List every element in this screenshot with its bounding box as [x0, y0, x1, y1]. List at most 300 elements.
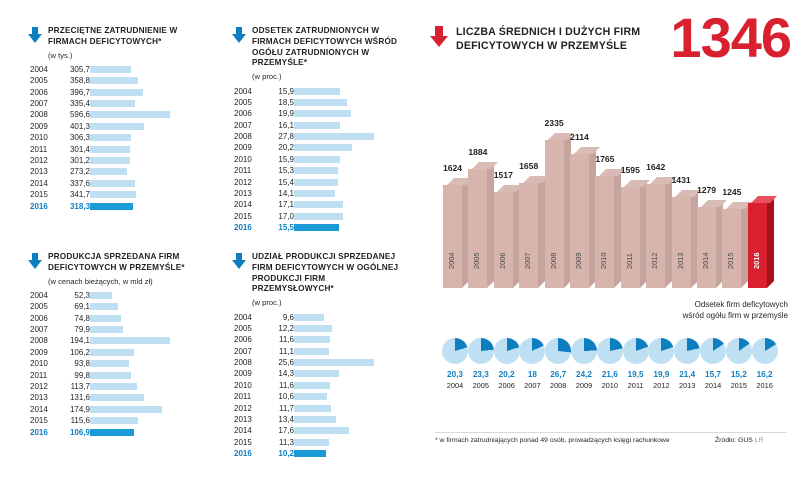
table-row [234, 119, 380, 130]
row-value: 174,9 [69, 404, 90, 414]
table-row [234, 414, 380, 425]
row-value: 17,1 [278, 200, 294, 210]
table-row [30, 132, 176, 143]
row-value: 19,9 [278, 109, 294, 119]
bar-value-label: 1279 [696, 185, 717, 195]
bar-year-label: 2014 [701, 252, 710, 269]
row-year: 2004 [30, 290, 48, 300]
row-value: 131,6 [69, 393, 90, 403]
row-value: 301,2 [69, 155, 90, 165]
row-value: 113,7 [70, 381, 90, 391]
pie-year-label: 2012 [653, 381, 670, 390]
row-value: 11,6 [279, 335, 294, 345]
table-row [234, 357, 380, 368]
bar-year-label: 2011 [624, 253, 634, 269]
bar-year-label: 2004 [447, 252, 456, 269]
table-row [30, 392, 176, 403]
table-row [234, 402, 380, 413]
table-row [234, 154, 380, 165]
row-bar [90, 132, 176, 143]
row-year: 2006 [234, 335, 252, 345]
panel-title: PRZECIĘTNE ZATRUDNIENIE W FIRMACH DEFICYTOWYCH* [48, 26, 178, 46]
table-row [234, 345, 380, 356]
row-bar [294, 222, 380, 233]
pie-value-label: 26,7 [550, 370, 567, 379]
row-bar [90, 290, 176, 301]
row-bar [90, 155, 176, 166]
row-bar [294, 176, 380, 187]
row-year: 2016 [234, 449, 252, 459]
row-year: 2008 [234, 132, 252, 142]
bar-year-label: 2008 [548, 252, 558, 269]
table-row [234, 425, 380, 436]
row-bar [90, 312, 176, 323]
row-value: 115,6 [70, 416, 90, 426]
row-bar [294, 345, 380, 356]
table-row [30, 75, 176, 86]
panel-header [28, 252, 203, 274]
pie-year-label: 2006 [498, 381, 515, 390]
row-bar [90, 404, 176, 415]
table-row [234, 448, 380, 459]
table-row [234, 131, 380, 142]
bar-value-label: 2335 [544, 118, 564, 128]
row-value: 15,5 [278, 223, 294, 233]
table-row [234, 97, 380, 108]
table-row [234, 211, 380, 222]
row-bar [90, 166, 176, 177]
pie-2011 [623, 338, 649, 364]
row-value: 396,7 [69, 87, 90, 97]
table-row [30, 404, 176, 415]
bar-2010 [595, 176, 614, 288]
bar-year-label: 2013 [675, 252, 685, 269]
row-bar [90, 178, 176, 189]
row-year: 2015 [30, 416, 48, 426]
pie-2013 [674, 338, 700, 364]
row-year: 2007 [234, 346, 252, 356]
pie-year-label: 2011 [627, 381, 644, 390]
table-row [30, 381, 176, 392]
table-row [234, 165, 380, 176]
bar-value-label: 1595 [620, 165, 640, 175]
bar-year-label: 2015 [726, 252, 736, 269]
table-row [234, 368, 380, 379]
row-bar [294, 131, 380, 142]
row-bar [294, 199, 380, 210]
row-value: 11,6 [279, 380, 294, 390]
bar-value-label: 1624 [442, 163, 463, 173]
panel-share-employed [232, 26, 407, 233]
panel-title: PRODUKCJA SPRZEDANA FIRM DEFICYTOWYCH W PRZEMYŚLE* [48, 252, 185, 272]
bar-2014 [697, 207, 716, 288]
bar-2011 [621, 187, 640, 288]
row-year: 2013 [234, 189, 252, 199]
table-row [234, 199, 380, 210]
data-table-avg-employment [30, 64, 176, 212]
row-value: 318,3 [69, 201, 90, 211]
pie-value-label: 18 [527, 370, 537, 379]
table-row [234, 85, 380, 96]
row-year: 2010 [30, 133, 48, 143]
row-year: 2005 [30, 76, 48, 86]
row-value: 27,8 [278, 132, 294, 142]
row-bar [90, 324, 176, 335]
main-chart-title: LICZBA ŚREDNICH I DUŻYCH FIRM DEFICYTOWYCH W PRZEMYŚLE [456, 26, 641, 52]
pie-value-label: 15,2 [730, 370, 747, 379]
row-year: 2012 [234, 403, 252, 413]
row-bar [90, 98, 176, 109]
table-row [234, 437, 380, 448]
table-row [30, 98, 176, 109]
pie-value-label: 21,6 [601, 370, 618, 379]
row-year: 2004 [234, 312, 252, 322]
down-arrow-red-icon [430, 26, 448, 48]
pie-2006 [494, 338, 520, 364]
table-row [30, 324, 176, 335]
row-year: 2016 [234, 223, 252, 233]
table-row [30, 290, 176, 301]
row-year: 2004 [234, 86, 252, 96]
row-year: 2013 [30, 167, 48, 177]
table-row [30, 64, 176, 75]
pie-year-label: 2004 [446, 381, 464, 390]
pie-value-label: 19,9 [653, 370, 670, 379]
row-bar [294, 211, 380, 222]
row-year: 2005 [234, 97, 252, 107]
pie-value-label: 19,5 [627, 370, 644, 379]
bar-value-label: 1245 [722, 187, 742, 197]
row-value: 14,1 [278, 189, 294, 199]
bar-value-label: 1642 [646, 162, 666, 172]
row-value: 305,7 [69, 64, 90, 74]
panel-title: ODSETEK ZATRUDNIONYCH W FIRMACH DEFICYTOWYCH WŚRÓD OGÓŁU ZATRUDNIONYCH W PRZEMYŚLE* [252, 26, 398, 68]
bar-2013 [672, 197, 691, 288]
row-value: 15,9 [278, 154, 294, 164]
row-bar [294, 368, 380, 379]
row-value: 14,3 [278, 369, 294, 379]
row-year: 2013 [30, 393, 48, 403]
row-value: 11,7 [279, 403, 294, 413]
row-year: 2010 [30, 359, 48, 369]
bar-2015 [722, 209, 741, 288]
data-table-share-production [234, 311, 380, 459]
row-value: 16,1 [278, 120, 294, 130]
table-row [234, 323, 380, 334]
row-value: 74,8 [74, 313, 90, 323]
table-row [234, 391, 380, 402]
table-row [234, 176, 380, 187]
row-year: 2005 [234, 323, 252, 333]
panel-share-production [232, 252, 407, 459]
row-value: 335,4 [69, 99, 90, 109]
row-value: 10,6 [278, 392, 294, 402]
pie-2005 [468, 338, 494, 364]
pie-year-label: 2016 [756, 381, 773, 390]
row-value: 15,9 [278, 86, 294, 96]
row-bar [294, 165, 380, 176]
bar-year-label: 2012 [650, 252, 660, 269]
pie-2007 [519, 338, 545, 364]
row-year: 2006 [30, 313, 48, 323]
pie-year-label: 2015 [730, 381, 748, 390]
row-bar [90, 358, 176, 369]
table-row [30, 166, 176, 177]
table-row [30, 155, 176, 166]
panel-subtitle: (w proc.) [252, 72, 282, 82]
row-bar [90, 86, 176, 97]
row-year: 2007 [30, 325, 48, 335]
pie-row-share-firms [440, 338, 785, 398]
row-year: 2005 [30, 302, 48, 312]
row-value: 52,3 [74, 290, 90, 300]
pie-2009 [571, 338, 597, 364]
row-bar [90, 426, 176, 437]
bar-year-label: 2016 [751, 252, 761, 269]
bar-value-label: 1765 [595, 154, 615, 164]
bar-2005 [468, 169, 487, 288]
pie-2015 [726, 338, 752, 364]
row-year: 2009 [30, 347, 48, 357]
table-row [30, 426, 176, 437]
table-row [30, 415, 176, 426]
row-year: 2013 [234, 415, 252, 425]
row-year: 2012 [234, 177, 252, 187]
row-year: 2009 [30, 121, 48, 131]
row-bar [294, 311, 380, 322]
row-value: 79,9 [74, 325, 90, 335]
bar-year-label: 2005 [472, 252, 482, 269]
pie-row-note: Odsetek firm deficytowych wśród ogółu firm w przemyśle [682, 300, 788, 320]
row-bar [294, 391, 380, 402]
row-value: 25,6 [278, 358, 294, 368]
row-year: 2014 [30, 178, 48, 188]
panel-subtitle: (w tys.) [48, 50, 73, 60]
row-bar [90, 381, 176, 392]
table-row [30, 312, 176, 323]
bar-value-label: 2114 [570, 132, 589, 142]
pie-value-label: 15,7 [705, 370, 721, 379]
panel-avg-employment [28, 26, 203, 212]
pie-year-label: 2014 [704, 381, 722, 390]
pie-2016 [752, 338, 778, 364]
panel-subtitle: (w cenach bieżących, w mld zł) [48, 276, 153, 286]
pie-year-label: 2010 [601, 381, 619, 390]
row-bar [90, 335, 176, 346]
row-year: 2010 [234, 154, 252, 164]
table-row [234, 311, 380, 322]
row-year: 2014 [234, 200, 252, 210]
table-row [234, 108, 380, 119]
pie-value-label: 20,2 [498, 370, 515, 379]
row-bar [90, 121, 176, 132]
row-bar [90, 392, 176, 403]
row-value: 69,1 [74, 302, 90, 312]
row-bar [90, 200, 176, 211]
pie-year-label: 2007 [524, 381, 541, 390]
row-value: 337,6 [69, 178, 90, 188]
row-value: 17,0 [278, 211, 294, 221]
row-value: 596,6 [69, 110, 90, 120]
table-row [30, 369, 176, 380]
bar-year-label: 2010 [599, 252, 609, 269]
row-value: 194,1 [69, 336, 90, 346]
bar-value-label: 1884 [468, 147, 488, 157]
data-table-share-employed [234, 85, 380, 233]
row-bar [90, 143, 176, 154]
row-year: 2008 [234, 358, 252, 368]
row-bar [90, 369, 176, 380]
pie-2014 [700, 338, 726, 364]
row-value: 306,3 [69, 133, 90, 143]
bar-2004 [443, 185, 462, 288]
row-value: 301,4 [69, 144, 90, 154]
source-note: Źródło: GUS ŁR [715, 437, 764, 444]
row-bar [90, 415, 176, 426]
row-bar [294, 108, 380, 119]
table-row [30, 109, 176, 120]
row-bar [90, 347, 176, 358]
table-row [30, 189, 176, 200]
data-table-production-sold [30, 290, 176, 438]
row-value: 15,3 [278, 166, 294, 176]
row-value: 13,4 [278, 415, 294, 425]
table-row [234, 142, 380, 153]
row-bar [294, 85, 380, 96]
table-row [234, 222, 380, 233]
row-bar [294, 97, 380, 108]
row-bar [90, 75, 176, 86]
footer-divider [435, 432, 787, 433]
row-bar [294, 357, 380, 368]
row-year: 2015 [30, 190, 48, 200]
panel-subtitle: (w proc.) [252, 298, 282, 308]
row-year: 2008 [30, 336, 48, 346]
table-row [30, 358, 176, 369]
row-year: 2012 [30, 155, 48, 165]
table-row [234, 188, 380, 199]
table-row [234, 334, 380, 345]
row-value: 93,8 [74, 359, 90, 369]
pie-2004 [442, 338, 468, 364]
row-value: 341,7 [69, 190, 90, 200]
row-bar [90, 109, 176, 120]
pie-year-label: 2009 [575, 381, 593, 390]
bar-year-label: 2007 [523, 252, 533, 269]
row-value: 18,5 [278, 97, 294, 107]
row-year: 2007 [234, 120, 252, 130]
pie-value-label: 23,3 [472, 370, 489, 379]
row-bar [294, 154, 380, 165]
row-bar [294, 402, 380, 413]
table-row [30, 301, 176, 312]
row-bar [294, 142, 380, 153]
bar-year-label: 2009 [574, 252, 583, 269]
row-year: 2010 [234, 380, 252, 390]
row-bar [294, 323, 380, 334]
row-year: 2011 [30, 144, 48, 154]
row-year: 2008 [30, 110, 48, 120]
row-year: 2014 [30, 404, 48, 414]
row-year: 2006 [30, 87, 48, 97]
footnote: * w firmach zatrudniających ponad 49 osób, prowadzących księgi rachunkowe [435, 437, 670, 444]
row-value: 401,3 [69, 121, 90, 131]
row-year: 2009 [234, 143, 252, 153]
table-row [30, 121, 176, 132]
row-bar [294, 437, 380, 448]
row-year: 2015 [234, 437, 252, 447]
pie-year-label: 2008 [549, 381, 567, 390]
row-value: 106,9 [69, 427, 90, 437]
row-bar [294, 119, 380, 130]
row-year: 2016 [30, 427, 48, 437]
row-year: 2015 [234, 211, 252, 221]
row-year: 2016 [30, 201, 48, 211]
row-bar [294, 414, 380, 425]
pie-2008 [545, 338, 571, 364]
bar-2007 [519, 183, 538, 288]
table-row [30, 347, 176, 358]
bar-2012 [646, 184, 665, 288]
bar-highlight-2016 [748, 203, 767, 288]
panel-production-sold [28, 252, 203, 438]
pie-2012 [648, 338, 674, 364]
row-bar [294, 380, 380, 391]
pie-value-label: 24,2 [576, 370, 592, 379]
row-value: 106,2 [69, 347, 90, 357]
row-value: 20,2 [278, 143, 294, 153]
bar-chart-firms [435, 88, 790, 300]
row-year: 2009 [234, 369, 252, 379]
row-bar [90, 64, 176, 75]
pie-2010 [597, 338, 623, 364]
pie-value-label: 16,2 [756, 370, 773, 379]
row-bar [294, 188, 380, 199]
row-year: 2014 [234, 426, 252, 436]
row-bar [294, 425, 380, 436]
table-row [30, 178, 176, 189]
bar-value-label: 1517 [493, 170, 513, 180]
table-row [30, 86, 176, 97]
pie-year-label: 2013 [678, 381, 696, 390]
bar-2006 [494, 192, 513, 288]
row-year: 2006 [234, 109, 252, 119]
pie-value-label: 20,3 [447, 370, 463, 379]
row-year: 2007 [30, 99, 48, 109]
bar-value-label: 1658 [519, 161, 539, 171]
row-year: 2011 [30, 370, 48, 380]
row-year: 2011 [234, 392, 252, 402]
row-year: 2004 [30, 64, 48, 74]
table-row [30, 335, 176, 346]
row-bar [90, 301, 176, 312]
row-year: 2011 [234, 166, 252, 176]
bar-value-label: 1431 [671, 175, 691, 185]
panel-header [232, 252, 407, 295]
row-bar [294, 334, 380, 345]
row-value: 10,2 [278, 449, 294, 459]
row-value: 17,6 [278, 426, 294, 436]
table-row [30, 200, 176, 211]
row-value: 273,2 [69, 167, 90, 177]
table-row [30, 143, 176, 154]
row-value: 12,2 [278, 323, 294, 333]
row-value: 99,8 [74, 370, 90, 380]
row-value: 11,3 [279, 437, 294, 447]
row-bar [294, 448, 380, 459]
row-bar [90, 189, 176, 200]
row-year: 2012 [30, 381, 48, 391]
